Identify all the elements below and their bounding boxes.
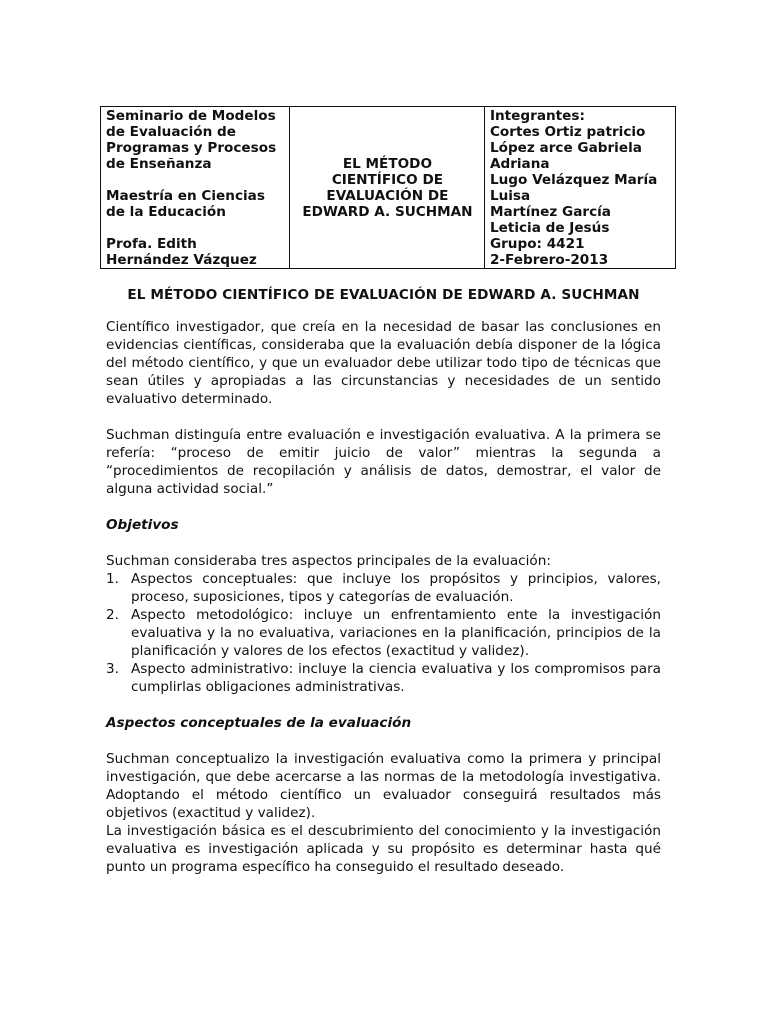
course-line: de Enseñanza <box>106 156 212 172</box>
header-title-line: CIENTÍFICO DE <box>331 172 444 188</box>
member-line: Adriana <box>489 156 550 172</box>
member-line: Cortes Ortiz patricio <box>489 124 646 140</box>
conceptual-heading: Aspectos conceptuales de la evaluación <box>106 715 412 731</box>
members-cell <box>484 107 675 269</box>
header-table <box>100 106 676 269</box>
intro-paragraph: Científico investigador, que creía en la necesidad de basar las conclusiones en evidencias científicas, consideraba que la evaluación debía disponer de la lógica del método científico, y que un evaluador debe utilizar todo tipo de técnicas que sean útiles y apropiadas a las circunstancias y necesidades de un sentido evaluativo determinado. <box>106 319 661 407</box>
list-text: Aspecto metodológico: incluye un enfrentamiento ente la investigación evaluativa y la no evaluativa, variaciones en la planificación, principios de la planificación y valores de los efectos (exactitud y validez). <box>131 607 661 659</box>
objectives-intro: Suchman consideraba tres aspectos principales de la evaluación: <box>106 553 551 569</box>
list-text: Aspectos conceptuales: que incluye los propósitos y principios, valores, proceso, suposiciones, tipos y categorías de evaluación. <box>131 571 661 605</box>
course-line: de Evaluación de <box>106 124 236 140</box>
course-line: Programas y Procesos <box>106 140 277 156</box>
group-label: Grupo: 4421 <box>489 236 585 252</box>
member-line: Lugo Velázquez María <box>489 172 658 188</box>
conceptual-paragraph: Suchman conceptualizo la investigación evaluativa como la primera y principal investigación, que debe acercarse a las normas de la metodología investigativa. Adoptando el método científico un evaluador conseguirá resultados más objetivos (exactitud y validez). <box>106 751 661 821</box>
list-item <box>106 660 661 696</box>
header-title-line: EDWARD A. SUCHMAN <box>302 204 473 220</box>
member-line: López arce Gabriela <box>489 140 642 156</box>
member-line: Martínez García <box>489 204 611 220</box>
date-label: 2-Febrero-2013 <box>489 252 609 268</box>
intro-paragraph: Suchman distinguía entre evaluación e investigación evaluativa. A la primera se refería: “proceso de emitir juicio de valor” mientras la segunda a “procedimientos de recopilación y análisis de datos, demostrar, el valor de alguna actividad social.” <box>106 427 661 497</box>
conceptual-paragraph: La investigación básica es el descubrimiento del conocimiento y la investigación evaluativa es investigación aplicada y su propósito es determinar hasta qué punto un programa específico ha conseguido el resultado deseado. <box>106 823 661 875</box>
header-title-line: EL MÉTODO <box>342 156 433 172</box>
list-number: 1. <box>106 571 119 587</box>
list-item <box>106 606 661 660</box>
aspects-list <box>106 570 661 696</box>
document-body <box>106 286 661 876</box>
list-number: 3. <box>106 661 119 677</box>
teacher-line: Profa. Edith <box>106 236 197 252</box>
members-label: Integrantes: <box>489 108 585 124</box>
course-line: Seminario de Modelos <box>106 108 276 124</box>
header-title-line: EVALUACIÓN DE <box>326 188 449 204</box>
objectives-heading: Objetivos <box>106 517 179 533</box>
teacher-line: Hernández Vázquez <box>106 252 257 268</box>
document-title: EL MÉTODO CIENTÍFICO DE EVALUACIÓN DE EDWARD A. SUCHMAN <box>127 287 640 303</box>
list-item <box>106 570 661 606</box>
member-line: Leticia de Jesús <box>489 220 610 236</box>
list-number: 2. <box>106 607 119 623</box>
list-text: Aspecto administrativo: incluye la ciencia evaluativa y los compromisos para cumplirlas obligaciones administrativas. <box>131 661 661 695</box>
program-line: Maestría en Ciencias <box>106 188 265 204</box>
program-line: de la Educación <box>106 204 226 220</box>
member-line: Luisa <box>489 188 531 204</box>
header-title-cell <box>289 107 484 269</box>
course-info-cell <box>101 107 290 269</box>
